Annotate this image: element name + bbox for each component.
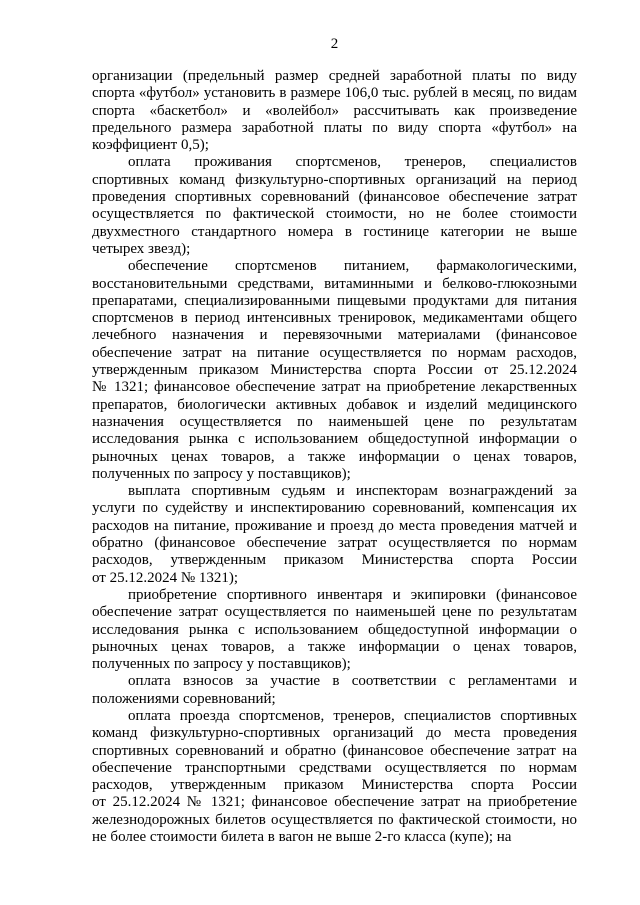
paragraph-equipment-purchase: приобретение спортивного инвентаря и экипировки (финансовое обеспечение затрат осуществляется по наименьшей цене по результатам исследования рынка с использованием общедоступной информации о рыночных ценах товаров, а также информации о ценах товаров, полученных по запросу у поставщиков);: [92, 586, 577, 673]
paragraph-referee-payments: выплата спортивным судьям и инспекторам вознаграждений за услуги по судейству и инспектированию соревнований, компенсация их расходов на питание, проживание и проезд до места проведения матчей и обратно (финансовое обеспечение затрат осуществляется по нормам расходов, утвержденным приказом Министерства спорта России от 25.12.2024 № 1321);: [92, 483, 577, 586]
paragraph-nutrition-provision: обеспечение спортсменов питанием, фармакологическими, восстановительными средствами, витаминными и белково-глюкозными препаратами, специализированными пищевыми продуктами для питания спортсменов в период интенсивных тренировок, медикаментами общего лечебного назначения и перевязочными материалами (финансовое обеспечение затрат на питание осуществляется по нормам расходов, утвержденным приказом Министерства спорта России от 25.12.2024 № 1321; финансовое обеспечение затрат на приобретение лекарственных препаратов, биологически активных добавок и изделий медицинского назначения осуществляется по наименьшей цене по результатам исследования рынка с использованием общедоступной информации о рыночных ценах товаров, а также информации о ценах товаров, полученных по запросу у поставщиков);: [92, 258, 577, 482]
page-number: 2: [330, 36, 339, 52]
paragraph-accommodation-payment: оплата проживания спортсменов, тренеров, специалистов спортивных команд физкультурно-спортивных организаций на период проведения спортивных соревнований (финансовое обеспечение затрат осуществляется по фактической стоимости, но не более стоимости двухместного стандартного номера в гостинице категории не выше четырех звезд);: [92, 154, 577, 257]
paragraph-participation-fees: оплата взносов за участие в соответствии с регламентами и положениями соревнований;: [92, 673, 577, 707]
document-body: [92, 68, 577, 846]
paragraph-continuation: организации (предельный размер средней заработной платы по виду спорта «футбол» установить в размере 106,0 тыс. рублей в месяц, по видам спорта «баскетбол» и «волейбол» рассчитывать как произведение предельного размера заработной платы по виду спорта «футбол» на коэффициент 0,5);: [92, 68, 577, 154]
paragraph-travel-payment: оплата проезда спортсменов, тренеров, специалистов спортивных команд физкультурно-спортивных организаций до места проведения спортивных соревнований и обратно (финансовое обеспечение затрат на обеспечение транспортными средствами осуществляется по нормам расходов, утвержденным приказом Министерства спорта России от 25.12.2024 № 1321; финансовое обеспечение затрат на приобретение железнодорожных билетов осуществляется по фактической стоимости, но не более стоимости билета в вагон не выше 2-го класса (купе); на: [92, 707, 577, 846]
